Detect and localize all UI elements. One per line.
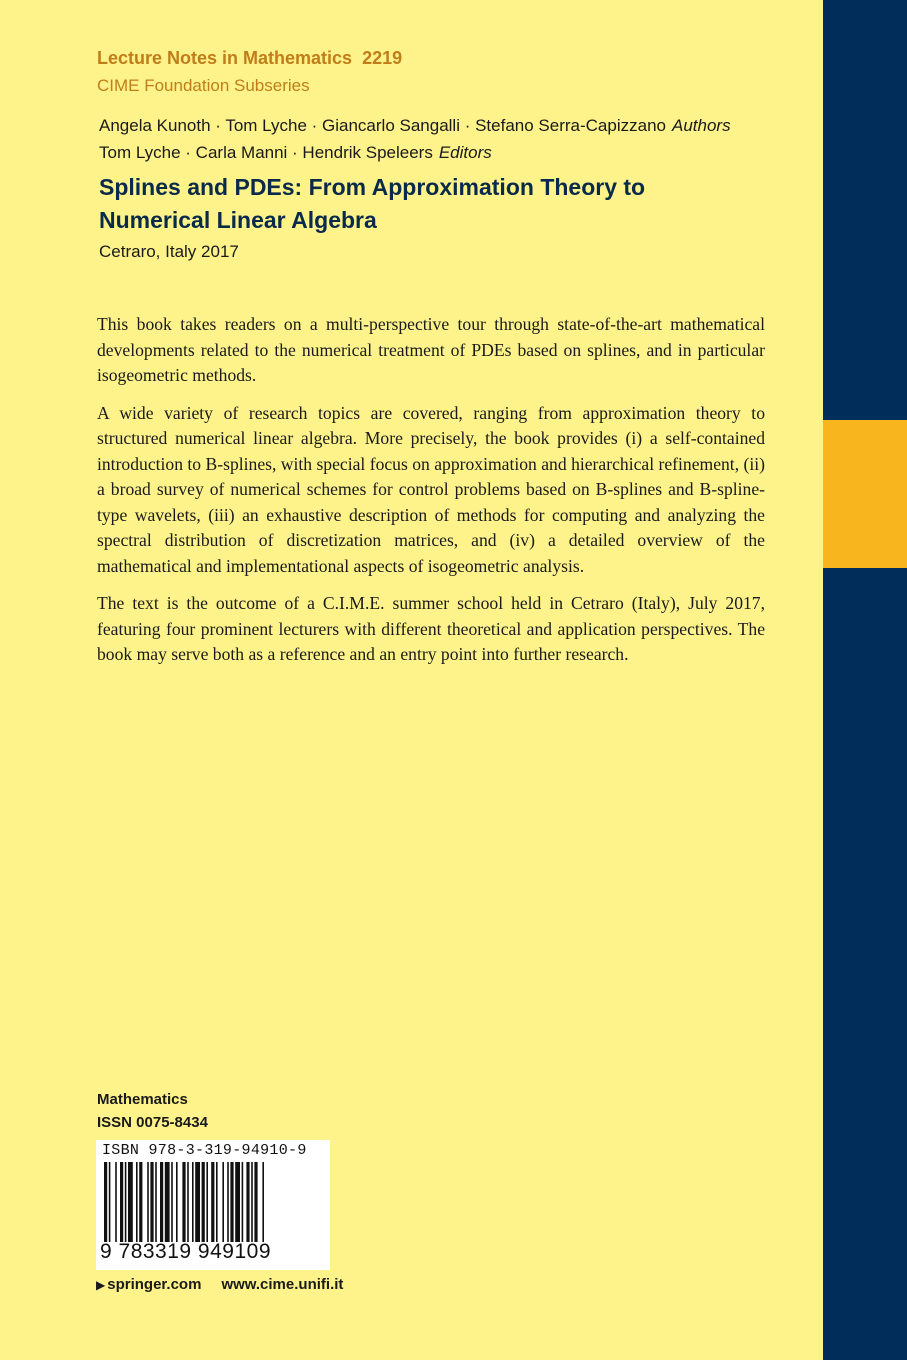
- barcode-bar: [235, 1162, 240, 1242]
- springer-link[interactable]: springer.com: [107, 1276, 202, 1293]
- barcode-bar: [109, 1162, 111, 1242]
- footer-links: [96, 1276, 343, 1293]
- series-number: 2219: [362, 48, 403, 68]
- blurb: [97, 312, 765, 680]
- subject: Mathematics: [97, 1091, 188, 1108]
- barcode-bar: [242, 1162, 244, 1242]
- barcode-bar: [187, 1162, 189, 1242]
- barcode-bar: [192, 1162, 194, 1242]
- barcode-bar: [176, 1162, 178, 1242]
- barcode-bar: [216, 1162, 218, 1242]
- editor-names: Tom Lyche · Carla Manni · Hendrik Speleers: [99, 143, 433, 162]
- barcode-bar: [120, 1162, 123, 1242]
- spine-stripe-gold: [823, 420, 907, 568]
- isbn-text: ISBN 978-3-319-94910-9: [102, 1142, 307, 1159]
- barcode: [96, 1140, 330, 1270]
- barcode-bar: [165, 1162, 170, 1242]
- barcode-bar: [147, 1162, 149, 1242]
- authors-line: [99, 114, 731, 138]
- barcode-bar: [262, 1162, 264, 1242]
- barcode-bar: [104, 1162, 107, 1242]
- blurb-paragraph-3: The text is the outcome of a C.I.M.E. summer school held in Cetraro (Italy), July 2017, featuring four prominent lecturers with different theoretical and application perspectives. The book may serve both as a reference and an entry point into further research.: [97, 593, 765, 664]
- barcode-bar: [136, 1162, 138, 1242]
- barcode-bar: [171, 1162, 173, 1242]
- barcode-bar: [128, 1162, 133, 1242]
- blurb-paragraph-1: This book takes readers on a multi-perspective tour through state-of-the-art mathematical developments related to the numerical treatment of PDEs based on splines, and in particular isogeometric methods.: [97, 314, 765, 385]
- barcode-bar: [230, 1162, 233, 1242]
- barcode-bar: [195, 1162, 200, 1242]
- barcode-bar: [211, 1162, 214, 1242]
- series-name: Lecture Notes in Mathematics: [97, 48, 353, 68]
- editors-line: [99, 143, 492, 163]
- barcode-bar: [254, 1162, 257, 1242]
- cime-link[interactable]: www.cime.unifi.it: [221, 1276, 344, 1293]
- barcode-bar: [160, 1162, 163, 1242]
- arrow-icon: ▶: [96, 1278, 106, 1292]
- barcode-bar: [227, 1162, 229, 1242]
- subseries: CIME Foundation Subseries: [97, 76, 310, 95]
- book-title: Splines and PDEs: From Approximation Theory to Numerical Linear Algebra: [99, 174, 646, 233]
- barcode-bar: [222, 1162, 224, 1242]
- barcode-bar: [182, 1162, 185, 1242]
- barcode-bar: [202, 1162, 205, 1242]
- author-names: Angela Kunoth · Tom Lyche · Giancarlo Sangalli · Stefano Serra-Capizzano: [99, 116, 666, 135]
- barcode-bar: [115, 1162, 117, 1242]
- book-subtitle: Cetraro, Italy 2017: [99, 242, 239, 261]
- authors-role: Authors: [671, 116, 731, 135]
- editors-role: Editors: [438, 143, 492, 162]
- barcode-bar: [155, 1162, 157, 1242]
- barcode-bars-icon: [104, 1162, 324, 1242]
- blurb-paragraph-2: A wide variety of research topics are covered, ranging from approximation theory to structured numerical linear algebra. More precisely, the book provides (i) a self-contained introduction to B-splines, with special focus on approximation and hierarchical refinement, (ii) a broad survey of numerical schemes for control problems based on B-splines and B-spline-type wavelets, (iii) an exhaustive description of methods for computing and analyzing the spectral distribution of discretization matrices, and (iv) a detailed overview of the mathematical and implementational aspects of isogeometric analysis.: [97, 402, 765, 576]
- barcode-bar: [150, 1162, 153, 1242]
- barcode-bar: [139, 1162, 142, 1242]
- ean-digits: 9 783319 949109: [100, 1240, 271, 1263]
- spine-stripe-top: [823, 0, 907, 420]
- barcode-bar: [246, 1162, 249, 1242]
- barcode-bar: [125, 1162, 127, 1242]
- series-line: [97, 46, 402, 70]
- barcode-bar: [206, 1162, 208, 1242]
- issn: ISSN 0075-8434: [97, 1114, 208, 1131]
- barcode-bar: [251, 1162, 253, 1242]
- spine-stripe-bottom: [823, 568, 907, 1360]
